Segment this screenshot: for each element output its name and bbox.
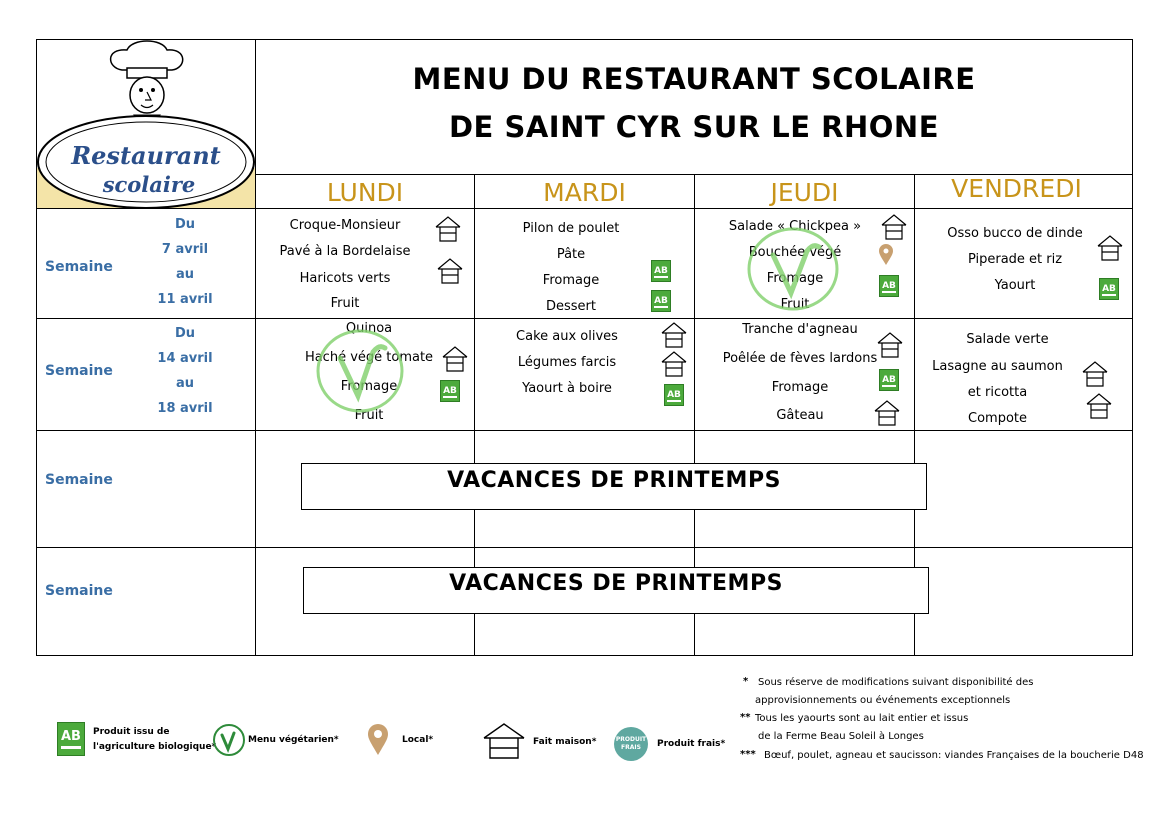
svg-text:AB: AB	[654, 296, 668, 306]
legend-local: Local*	[402, 735, 434, 745]
page-title-line2: DE SAINT CYR SUR LE RHONE	[448, 110, 940, 144]
menu-item: Piperade et riz	[967, 252, 1063, 267]
house-icon	[873, 400, 901, 426]
fresh-badge-text: FRAIS	[621, 744, 641, 751]
menu-item: Salade « Chickpea »	[728, 219, 862, 234]
house-icon	[441, 346, 469, 372]
menu-item: Haché végé tomate	[304, 350, 434, 365]
date-text: 14 avril	[157, 351, 213, 366]
week-label: Semaine	[45, 259, 113, 275]
menu-item: Fromage	[542, 273, 600, 288]
menu-item: Fromage	[771, 380, 829, 395]
house-icon	[880, 214, 908, 240]
house-icon	[436, 258, 464, 284]
menu-item: Salade verte	[966, 332, 1049, 347]
svg-text:AB: AB	[654, 266, 668, 276]
date-text: au	[175, 376, 195, 391]
menu-item: Quinoa	[345, 321, 393, 336]
menu-item: Fruit	[780, 297, 810, 312]
date-text: au	[175, 267, 195, 282]
week-label: Semaine	[45, 472, 113, 488]
bio-label-icon	[440, 380, 460, 402]
footnote-text: Sous réserve de modifications suivant disponibilité des	[758, 677, 1034, 688]
menu-item: Poêlée de fèves lardons	[722, 351, 878, 366]
vegetarian-icon	[745, 225, 841, 313]
svg-text:AB: AB	[882, 281, 896, 291]
date-text: 18 avril	[157, 401, 213, 416]
week-dates	[150, 321, 220, 421]
menu-item: Pâte	[556, 247, 586, 262]
legend-bio-line1: Produit issu de	[93, 727, 170, 737]
vegetarian-icon	[212, 723, 246, 757]
logo-text-scolaire: scolaire	[102, 172, 196, 197]
logo-text-restaurant: Restaurant	[71, 141, 221, 170]
footnote-marker: **	[740, 712, 751, 723]
house-icon	[434, 216, 462, 242]
legend-veg: Menu végétarien*	[248, 735, 339, 745]
menu-item: Yaourt	[994, 278, 1036, 293]
menu-item: Fromage	[340, 379, 398, 394]
page-title-line1: MENU DU RESTAURANT SCOLAIRE	[412, 62, 976, 96]
menu-item: Osso bucco de dinde	[947, 226, 1083, 241]
bio-label-icon	[651, 290, 671, 312]
menu-item: Tranche d'agneau	[742, 322, 858, 337]
legend-bio-line2: l'agriculture biologique*	[93, 742, 217, 752]
footnote-text: Tous les yaourts sont au lait entier et issus	[755, 713, 969, 724]
bio-label-icon	[879, 369, 899, 391]
menu-item: Pilon de poulet	[522, 221, 620, 236]
date-text: 7 avril	[161, 242, 209, 257]
day-header-mardi: MARDI	[543, 178, 626, 207]
week-label: Semaine	[45, 363, 113, 379]
bio-label-icon	[1099, 278, 1119, 300]
day-header-vendredi: VENDREDI	[951, 174, 1082, 203]
menu-item: Bouchée végé	[748, 245, 842, 260]
menu-item: Fruit	[330, 296, 360, 311]
date-text: 11 avril	[157, 292, 213, 307]
footnote-text: Bœuf, poulet, agneau et saucisson: viandes Françaises de la boucherie D48	[764, 750, 1144, 761]
vegetarian-icon	[315, 328, 405, 414]
menu-item: Yaourt à boire	[522, 381, 612, 396]
menu-item: Compote	[968, 411, 1027, 426]
bio-label-icon	[651, 260, 671, 282]
date-text: Du	[174, 217, 196, 232]
menu-item: Haricots verts	[299, 271, 391, 286]
house-icon	[1096, 235, 1124, 261]
svg-text:AB: AB	[1102, 284, 1116, 294]
menu-item: Fromage	[766, 271, 824, 286]
legend-frais: Produit frais*	[657, 739, 726, 749]
location-pin-icon	[878, 244, 894, 266]
week-dates	[150, 212, 220, 312]
house-icon	[1085, 393, 1113, 419]
menu-item: Lasagne au saumon	[932, 359, 1063, 374]
day-header-jeudi: JEUDI	[770, 178, 839, 207]
house-icon	[1081, 361, 1109, 387]
vacation-banner: VACANCES DE PRINTEMPS	[303, 567, 929, 614]
footnote-text: de la Ferme Beau Soleil à Longes	[758, 731, 924, 742]
menu-item: Croque-Monsieur	[289, 218, 401, 233]
fresh-badge-text: PRODUIT	[615, 736, 647, 743]
bio-label-icon	[664, 384, 684, 406]
fresh-product-icon	[614, 727, 648, 761]
house-icon	[876, 332, 904, 358]
week-label: Semaine	[45, 583, 113, 599]
menu-item: Gâteau	[776, 408, 824, 423]
location-pin-icon	[367, 724, 389, 756]
menu-item: et ricotta	[967, 385, 1028, 400]
footnote-text: approvisionnements ou événements exceptionnels	[755, 695, 1011, 706]
svg-text:AB: AB	[667, 390, 681, 400]
menu-item: Pavé à la Bordelaise	[279, 244, 411, 259]
house-icon	[660, 322, 688, 348]
house-icon	[482, 723, 526, 759]
bio-label-icon	[57, 722, 85, 756]
legend-maison: Fait maison*	[533, 737, 597, 747]
menu-item: Cake aux olives	[516, 329, 618, 344]
date-text: Du	[174, 326, 196, 341]
day-header-lundi: LUNDI	[326, 178, 404, 207]
menu-item: Légumes farcis	[517, 355, 617, 370]
svg-text:AB: AB	[882, 375, 896, 385]
footnote-marker: *	[743, 676, 749, 687]
vacation-banner: VACANCES DE PRINTEMPS	[301, 463, 927, 510]
footnote-marker: ***	[740, 749, 756, 760]
bio-label-icon	[879, 275, 899, 297]
svg-text:AB: AB	[443, 386, 457, 396]
svg-text:AB: AB	[61, 729, 81, 744]
house-icon	[660, 351, 688, 377]
restaurant-logo	[37, 40, 255, 208]
menu-item: Dessert	[546, 299, 596, 314]
menu-item: Fruit	[354, 408, 384, 423]
